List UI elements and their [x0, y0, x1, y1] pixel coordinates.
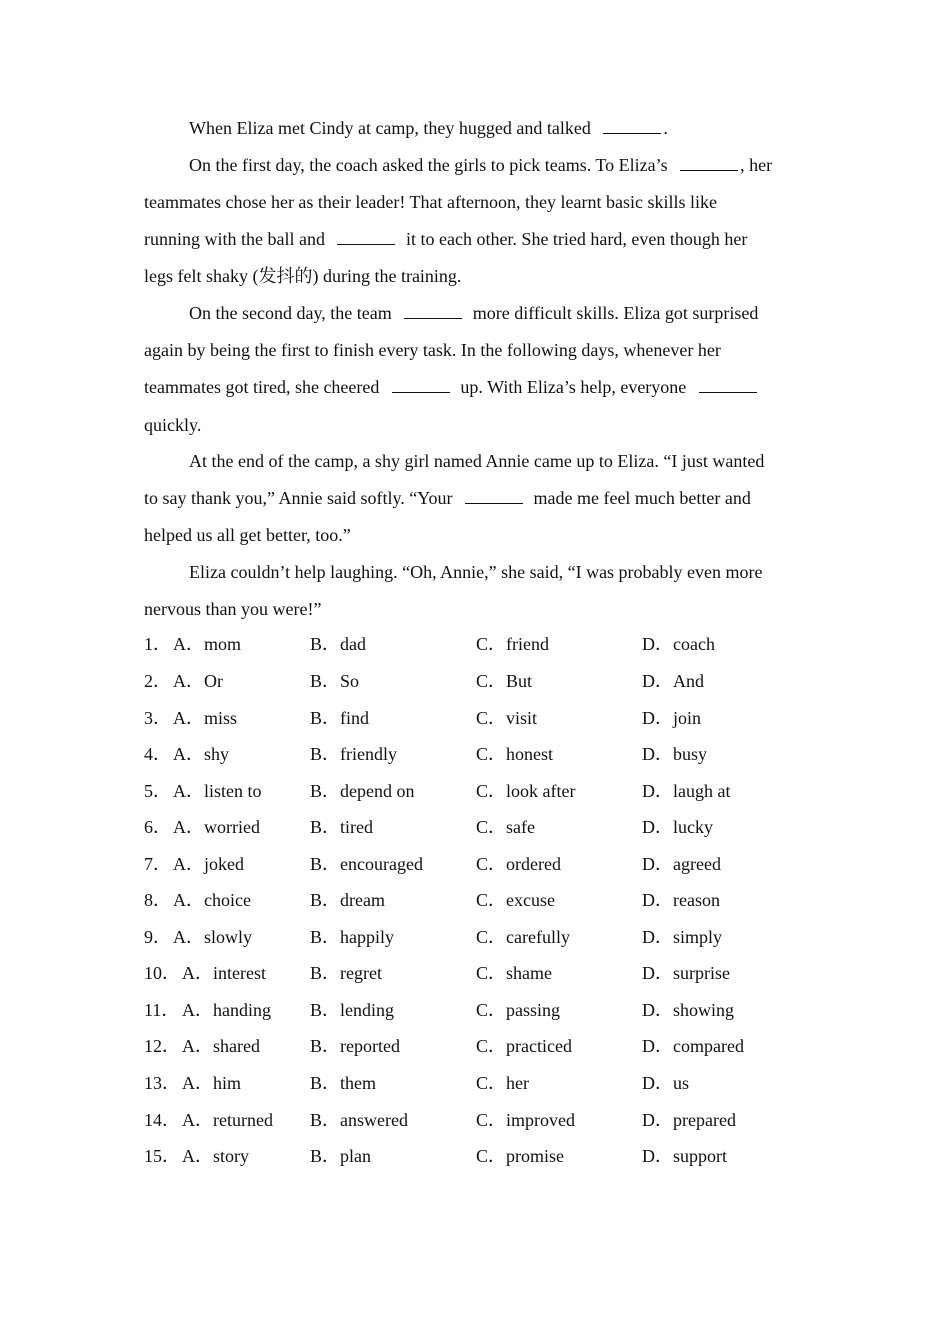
option-letter: C． — [476, 634, 507, 654]
passage-text: it to each other. She tried hard, even though her — [401, 229, 748, 249]
option-text: handing — [213, 1000, 271, 1020]
passage-text: On the second day, the team — [189, 303, 397, 323]
option-letter: B． — [310, 963, 341, 983]
option-d[interactable] — [642, 779, 730, 803]
question-number: 8． — [144, 890, 171, 910]
option-text: lending — [340, 1000, 395, 1020]
question-number: 3． — [144, 708, 171, 728]
option-text: carefully — [506, 927, 570, 947]
passage-text: up. With Eliza’s help, everyone — [455, 377, 691, 397]
option-letter: A． — [173, 671, 204, 691]
option-letter: B． — [310, 854, 341, 874]
option-text: returned — [213, 1110, 273, 1130]
option-text: them — [340, 1073, 377, 1093]
option-text: But — [506, 671, 533, 691]
passage-line — [189, 117, 668, 139]
passage-line — [189, 450, 764, 472]
question-row — [0, 669, 950, 693]
option-text: mom — [204, 634, 242, 654]
passage-text: nervous than you were!” — [144, 599, 322, 619]
option-a[interactable] — [182, 1108, 273, 1132]
option-text: support — [673, 1146, 727, 1166]
question-row — [0, 1144, 950, 1168]
option-a[interactable] — [173, 852, 244, 876]
question-row — [0, 779, 950, 803]
option-c[interactable] — [476, 961, 552, 985]
option-text: reported — [340, 1036, 400, 1056]
option-letter: D． — [642, 1146, 673, 1166]
answer-blank — [465, 488, 523, 504]
option-a[interactable] — [173, 925, 252, 949]
option-letter: A． — [173, 634, 204, 654]
option-letter: A． — [182, 1146, 213, 1166]
passage-text: teammates chose her as their leader! That afternoon, they learnt basic skills like — [144, 192, 717, 212]
question-number: 12． — [144, 1036, 180, 1056]
option-text: visit — [506, 708, 538, 728]
option-text: So — [340, 671, 360, 691]
option-text: worried — [204, 817, 260, 837]
option-letter: A． — [182, 1110, 213, 1130]
option-d[interactable] — [642, 1108, 736, 1132]
option-text: compared — [673, 1036, 744, 1056]
answer-blank — [392, 377, 450, 393]
option-text: honest — [506, 744, 554, 764]
option-d[interactable] — [642, 888, 720, 912]
option-letter: A． — [173, 781, 204, 801]
option-letter: A． — [182, 963, 213, 983]
question-row — [0, 961, 950, 985]
question-row — [0, 1108, 950, 1132]
option-letter: B． — [310, 1110, 341, 1130]
option-letter: A． — [173, 890, 204, 910]
option-d[interactable] — [642, 852, 721, 876]
option-d[interactable] — [642, 742, 707, 766]
option-text: laugh at — [673, 781, 731, 801]
option-text: dad — [340, 634, 367, 654]
answer-blank — [404, 303, 462, 319]
option-letter: A． — [173, 854, 204, 874]
option-letter: D． — [642, 1000, 673, 1020]
option-letter: D． — [642, 1073, 673, 1093]
option-text: encouraged — [340, 854, 423, 874]
option-text: shared — [213, 1036, 260, 1056]
option-text: simply — [673, 927, 723, 947]
option-letter: D． — [642, 781, 673, 801]
option-letter: C． — [476, 744, 507, 764]
option-letter: A． — [182, 1000, 213, 1020]
answer-blank — [603, 118, 661, 134]
option-d[interactable] — [642, 1034, 744, 1058]
option-a[interactable] — [182, 1034, 260, 1058]
option-text: miss — [204, 708, 238, 728]
passage-text: Eliza couldn’t help laughing. “Oh, Annie,” she said, “I was probably even more — [189, 562, 763, 582]
option-b[interactable] — [310, 815, 373, 839]
passage-line — [144, 524, 351, 546]
option-text: regret — [340, 963, 382, 983]
option-letter: D． — [642, 854, 673, 874]
option-text: friendly — [340, 744, 397, 764]
option-letter: D． — [642, 890, 673, 910]
option-text: us — [673, 1073, 690, 1093]
option-b[interactable] — [310, 779, 415, 803]
option-a[interactable] — [173, 815, 260, 839]
question-row — [0, 888, 950, 912]
question-number: 11． — [144, 1000, 180, 1020]
question-number: 14． — [144, 1110, 180, 1130]
option-d[interactable] — [642, 1144, 727, 1168]
option-letter: A． — [182, 1036, 213, 1056]
option-b[interactable] — [310, 1144, 371, 1168]
option-letter: A． — [173, 927, 204, 947]
question-number: 6． — [144, 817, 171, 837]
option-a[interactable] — [182, 1071, 241, 1095]
option-letter: B． — [310, 890, 341, 910]
option-letter: B． — [310, 817, 341, 837]
option-letter: A． — [173, 817, 204, 837]
option-a[interactable] — [173, 669, 223, 693]
option-text: look after — [506, 781, 576, 801]
option-letter: D． — [642, 817, 673, 837]
option-letter: B． — [310, 1146, 341, 1166]
option-text: ordered — [506, 854, 561, 874]
option-a[interactable] — [173, 779, 262, 803]
passage-line — [189, 154, 772, 176]
option-text: coach — [673, 634, 715, 654]
option-text: answered — [340, 1110, 408, 1130]
option-letter: B． — [310, 1000, 341, 1020]
option-text: lucky — [673, 817, 713, 837]
option-letter: D． — [642, 671, 673, 691]
question-number: 9． — [144, 927, 171, 947]
option-letter: B． — [310, 744, 341, 764]
option-letter: D． — [642, 744, 673, 764]
option-letter: C． — [476, 1000, 507, 1020]
question-row — [0, 998, 950, 1022]
passage-text: made me feel much better and — [528, 488, 751, 508]
option-b[interactable] — [310, 742, 397, 766]
passage-line — [144, 414, 201, 436]
option-a[interactable] — [173, 632, 241, 656]
option-text: And — [673, 671, 704, 691]
option-a[interactable] — [182, 998, 271, 1022]
option-text: happily — [340, 927, 395, 947]
option-letter: C． — [476, 890, 507, 910]
option-b[interactable] — [310, 632, 366, 656]
passage-line — [144, 487, 751, 509]
passage-text: On the first day, the coach asked the girls to pick teams. To Eliza’s — [189, 155, 673, 175]
option-text: shame — [506, 963, 552, 983]
option-letter: C． — [476, 708, 507, 728]
option-text: joked — [204, 854, 244, 874]
option-a[interactable] — [173, 742, 229, 766]
option-text: prepared — [673, 1110, 736, 1130]
option-letter: D． — [642, 708, 673, 728]
option-text: depend on — [340, 781, 415, 801]
option-text: Or — [204, 671, 223, 691]
option-letter: C． — [476, 854, 507, 874]
question-number: 5． — [144, 781, 171, 801]
passage-line — [144, 228, 747, 250]
option-d[interactable] — [642, 706, 701, 730]
option-c[interactable] — [476, 852, 561, 876]
option-c[interactable] — [476, 1034, 572, 1058]
option-a[interactable] — [173, 888, 251, 912]
option-b[interactable] — [310, 852, 423, 876]
option-d[interactable] — [642, 669, 704, 693]
option-c[interactable] — [476, 669, 532, 693]
option-c[interactable] — [476, 742, 553, 766]
passage-line — [189, 561, 763, 583]
option-letter: C． — [476, 1146, 507, 1166]
answer-blank — [337, 229, 395, 245]
option-letter: C． — [476, 963, 507, 983]
option-letter: C． — [476, 671, 507, 691]
option-text: find — [340, 708, 370, 728]
passage-line — [144, 598, 321, 620]
option-b[interactable] — [310, 1034, 400, 1058]
option-text: story — [213, 1146, 249, 1166]
option-letter: D． — [642, 963, 673, 983]
option-c[interactable] — [476, 925, 570, 949]
option-text: interest — [213, 963, 266, 983]
answer-blank — [680, 155, 738, 171]
question-row — [0, 815, 950, 839]
option-text: listen to — [204, 781, 262, 801]
option-text: showing — [673, 1000, 735, 1020]
option-letter: D． — [642, 1036, 673, 1056]
question-number: 2． — [144, 671, 171, 691]
question-number: 7． — [144, 854, 171, 874]
option-text: practiced — [506, 1036, 572, 1056]
option-letter: B． — [310, 634, 341, 654]
option-letter: A． — [182, 1073, 213, 1093]
option-c[interactable] — [476, 1108, 575, 1132]
passage-text: quickly. — [144, 415, 202, 435]
question-row — [0, 1034, 950, 1058]
option-c[interactable] — [476, 706, 537, 730]
option-b[interactable] — [310, 1071, 376, 1095]
option-c[interactable] — [476, 888, 555, 912]
option-c[interactable] — [476, 815, 535, 839]
option-letter: D． — [642, 1110, 673, 1130]
option-b[interactable] — [310, 925, 394, 949]
option-b[interactable] — [310, 669, 359, 693]
option-d[interactable] — [642, 1071, 689, 1095]
option-b[interactable] — [310, 998, 394, 1022]
option-letter: B． — [310, 927, 341, 947]
option-text: surprise — [673, 963, 730, 983]
option-d[interactable] — [642, 998, 734, 1022]
option-text: passing — [506, 1000, 561, 1020]
option-d[interactable] — [642, 815, 713, 839]
option-letter: B． — [310, 708, 341, 728]
option-text: improved — [506, 1110, 576, 1130]
question-row — [0, 1071, 950, 1095]
passage-text: more difficult skills. Eliza got surprised — [468, 303, 759, 323]
question-number: 15． — [144, 1146, 180, 1166]
option-text: her — [506, 1073, 529, 1093]
passage-text: legs felt shaky (发抖的) during the training. — [144, 266, 462, 286]
passage-line — [144, 339, 721, 361]
question-row — [0, 852, 950, 876]
question-row — [0, 706, 950, 730]
option-text: busy — [673, 744, 708, 764]
option-d[interactable] — [642, 925, 722, 949]
option-letter: C． — [476, 781, 507, 801]
option-text: reason — [673, 890, 720, 910]
option-letter: B． — [310, 1036, 341, 1056]
option-text: choice — [204, 890, 251, 910]
passage-line — [144, 265, 461, 287]
option-d[interactable] — [642, 632, 715, 656]
passage-text: again by being the first to finish every task. In the following days, whenever her — [144, 340, 721, 360]
passage-line — [189, 302, 758, 324]
option-letter: C． — [476, 1036, 507, 1056]
option-text: plan — [340, 1146, 372, 1166]
passage-text: to say thank you,” Annie said softly. “Your — [144, 488, 457, 508]
option-text: shy — [204, 744, 230, 764]
question-number: 4． — [144, 744, 171, 764]
question-row — [0, 925, 950, 949]
option-b[interactable] — [310, 961, 382, 985]
option-text: friend — [506, 634, 549, 654]
question-number: 10． — [144, 963, 180, 983]
option-c[interactable] — [476, 1071, 529, 1095]
option-a[interactable] — [173, 706, 237, 730]
passage-text: When Eliza met Cindy at camp, they hugged and talked — [189, 118, 596, 138]
option-c[interactable] — [476, 632, 549, 656]
passage-line — [144, 191, 717, 213]
option-a[interactable] — [182, 1144, 249, 1168]
option-letter: A． — [173, 744, 204, 764]
option-d[interactable] — [642, 961, 730, 985]
option-letter: D． — [642, 927, 673, 947]
option-text: slowly — [204, 927, 253, 947]
option-b[interactable] — [310, 706, 369, 730]
question-number: 13． — [144, 1073, 180, 1093]
option-b[interactable] — [310, 1108, 408, 1132]
option-letter: C． — [476, 1110, 507, 1130]
passage-text: . — [663, 118, 668, 138]
passage-text: helped us all get better, too.” — [144, 525, 351, 545]
question-row — [0, 742, 950, 766]
option-letter: B． — [310, 671, 341, 691]
question-row — [0, 632, 950, 656]
option-letter: C． — [476, 817, 507, 837]
answer-blank — [699, 377, 757, 393]
option-b[interactable] — [310, 888, 385, 912]
option-text: tired — [340, 817, 374, 837]
option-text: him — [213, 1073, 242, 1093]
option-letter: C． — [476, 927, 507, 947]
option-c[interactable] — [476, 1144, 564, 1168]
passage-line — [144, 376, 763, 398]
option-letter: A． — [173, 708, 204, 728]
question-number: 1． — [144, 634, 171, 654]
option-text: dream — [340, 890, 385, 910]
option-letter: B． — [310, 1073, 341, 1093]
option-text: safe — [506, 817, 535, 837]
option-letter: B． — [310, 781, 341, 801]
option-text: promise — [506, 1146, 565, 1166]
passage-text: , her — [740, 155, 773, 175]
passage-text: teammates got tired, she cheered — [144, 377, 384, 397]
passage-text: At the end of the camp, a shy girl named Annie came up to Eliza. “I just wanted — [189, 451, 765, 471]
option-text: excuse — [506, 890, 555, 910]
option-text: join — [673, 708, 702, 728]
option-text: agreed — [673, 854, 721, 874]
option-letter: C． — [476, 1073, 507, 1093]
option-c[interactable] — [476, 779, 575, 803]
option-a[interactable] — [182, 961, 266, 985]
passage-text: running with the ball and — [144, 229, 330, 249]
option-letter: D． — [642, 634, 673, 654]
option-c[interactable] — [476, 998, 560, 1022]
